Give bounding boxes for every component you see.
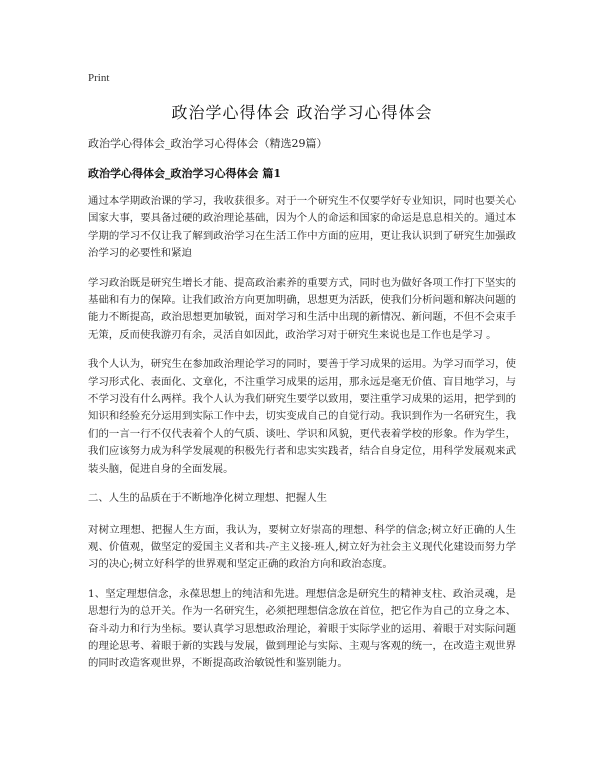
print-label: Print — [88, 72, 110, 84]
paragraph-3: 我个人认为，研究生在参加政治理论学习的同时，要善于学习成果的运用。为学习而学习，使学习形式化、表面化、文章化，不注重学习成果的运用，那永远是毫无价值、盲目地学习，与不学习没有什么两样。我个人认为我们研究生要学以致用，要注重学习成果的运用，把学到的知识和经验充分运用到实际工作中去，切实变成自己的自觉行动。我识到作为一名研究生，我们的一言一行不仅代表着个人的气质、谈吐、学识和风貌，更代表着学校的形象。作为学生，我们应该努力成为科学发展观的积极先行者和忠实实践者，结合自身定位，用科学发展观来武装头脑，促进自身的全面发展。 — [88, 358, 516, 475]
page-title: 政治学心得体会 政治学习心得体会 — [171, 103, 433, 122]
document-subtitle: 政治学心得体会_政治学习心得体会（精选29篇） — [88, 137, 328, 150]
paragraph-5: 1、坚定理想信念，永葆思想上的纯洁和先进。理想信念是研究生的精神支柱、政治灵魂，是思想行为的总开关。作为一名研究生，必须把理想信念放在首位，把它作为自己的立身之本、奋斗动力和行为坐标。要认真学习思想政治理论，着眼于实际学业的运用、着眼于对实际问题的理论思考、着眼于新的实践与发展，做到理论与实际、主观与客观的统一，在改造主观世界的同时改造客观世界，不断提高政治敏锐性和鉴别能力。 — [88, 587, 516, 670]
paragraph-heading-2: 二、人生的品质在于不断地净化树立理想、把握人生 — [88, 492, 327, 505]
section-heading: 政治学心得体会_政治学习心得体会 篇1 — [88, 167, 281, 180]
paragraph-4: 对树立理想、把握人生方面，我认为，要树立好崇高的理想、科学的信念;树立好正确的人生观、价值观，做坚定的爱国主义者和共-产主义接-班人,树立好为社会主义现代化建设而努力学习的决心;树立好科学的世界观和坚定正确的政治方向和政治态度。 — [88, 523, 516, 571]
paragraph-2: 学习政治既是研究生增长才能、提高政治素养的重要方式，同时也为做好各项工作打下坚实的基础和有力的保障。让我们政治方向更加明确，思想更为活跃，使我们分析问题和解决问题的能力不断提高，政治思想更加敏锐，面对学习和生活中出现的新情况、新问题，不但不会束手无策，反而使我游刃有余，灵活自如因此，政治学习对于研究生来说也是工作也是学习 。 — [88, 276, 516, 341]
paragraph-1: 通过本学期政治课的学习，我收获很多。对于一个研究生不仅要学好专业知识，同时也要关心国家大事，要具备过硬的政治理论基础，因为个人的命运和国家的命运是息息相关的。通过本学期的学习不仅让我了解到政治学习在生活工作中方面的应用，更让我认识到了研究生加强政治学习的必要性和紧迫 — [88, 195, 516, 260]
document-page — [88, 72, 516, 685]
